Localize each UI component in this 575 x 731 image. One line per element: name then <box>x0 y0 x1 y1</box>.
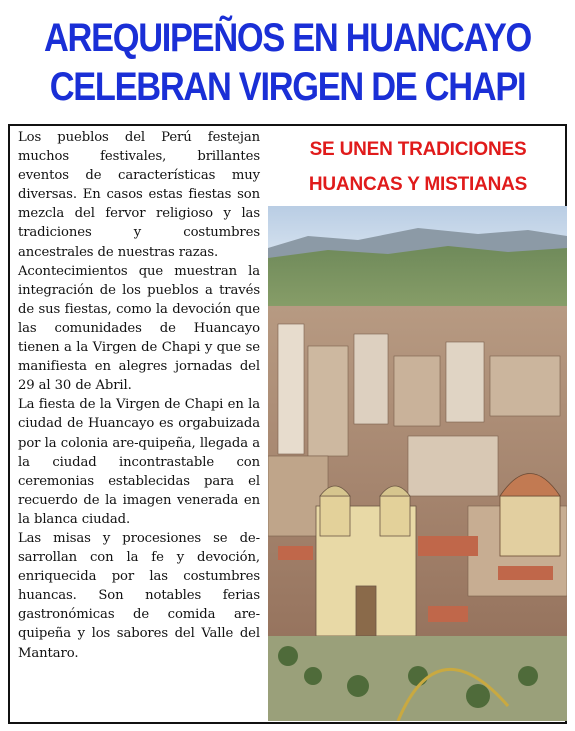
city-photo <box>268 206 567 721</box>
mountain-near <box>268 246 567 316</box>
church-dome <box>500 474 560 557</box>
subheadline-line-2: HUANCAS Y MISTIANAS <box>308 174 528 195</box>
subheadline-line-1: SE UNEN TRADICIONES <box>309 139 527 160</box>
headline <box>40 14 535 112</box>
headline-line-1: AREQUIPEÑOS EN HUANCAYO <box>43 16 532 60</box>
article-body <box>18 128 260 663</box>
headline-line-2: CELEBRAN VIRGEN DE CHAPI <box>49 65 526 109</box>
article-paragraph: Las misas y procesiones se de-sarrollan con la fe y devoción, enriquecida por las costumbres huancas. Son notables ferias gastronómicas de comida are-quipeña y los sabores del Valle del Mantaro. <box>18 530 260 661</box>
article-paragraph: Acontecimientos que muestran la integración de los pueblos a través de sus fiestas, como la devoción que las comunidades de Huancayo tienen a la Virgen de Chapi y que se manifiesta en alegres jornadas del 29 al 30 de Abril. <box>18 263 260 394</box>
cathedral <box>316 486 416 636</box>
city-photo-illustration <box>268 206 567 721</box>
article-paragraph: La fiesta de la Virgen de Chapi en la ciudad de Huancayo es orgabuizada por la colonia are-quipeña, llegada a la ciudad incontrastable con ceremonias establecidas para el recuerdo de la imagen venerada en la blanca ciudad. <box>18 397 260 527</box>
article-paragraph: Los pueblos del Perú festejan muchos festivales, brillantes eventos de características muy diversas. En casos estas fiestas son mezcla del fervor religioso y las tradiciones y costumbres ancestrales de nuestras razas. <box>18 130 260 260</box>
subheadline <box>268 132 568 202</box>
